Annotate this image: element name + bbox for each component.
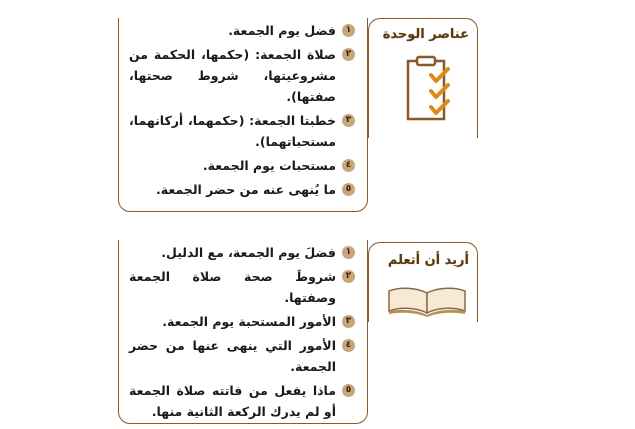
item-text: مستحبات يوم الجمعة. <box>202 158 336 173</box>
item-text: صلاة الجمعة: (حكمها، الحكمة من مشروعيتها، شروط صحتها، صفتها). <box>129 47 336 104</box>
item-number-badge: ٢ <box>342 48 355 61</box>
list-item <box>129 242 355 263</box>
open-book-icon <box>385 285 469 317</box>
list-item <box>129 20 355 41</box>
item-text: خطبتا الجمعة: (حكمهما، أركانهما، مستحباتهما). <box>129 113 336 149</box>
learning-goals-header <box>368 242 478 322</box>
item-number-badge: ٥ <box>342 384 355 397</box>
unit-elements-header <box>368 18 478 138</box>
item-number-badge: ٢ <box>342 270 355 283</box>
list-item <box>129 110 355 152</box>
list-item <box>129 311 355 332</box>
item-text: ماذا يفعل من فاتته صلاة الجمعة أو لم يدرك الركعة الثانية منها. <box>129 383 336 419</box>
learning-goals-title: أريد أن أتعلم <box>387 253 469 268</box>
item-number-badge: ٤ <box>342 159 355 172</box>
item-number-badge: ١ <box>342 246 355 259</box>
item-text: فضل يوم الجمعة. <box>228 23 336 38</box>
item-number-badge: ٣ <box>342 315 355 328</box>
clipboard-checklist-icon <box>405 55 457 123</box>
unit-elements-title: عناصر الوحدة <box>382 27 469 42</box>
unit-elements-list <box>129 20 355 203</box>
item-number-badge: ٣ <box>342 114 355 127</box>
item-number-badge: ٥ <box>342 183 355 196</box>
item-text: شروطَ صحة صلاة الجمعة وصفتها. <box>129 269 336 305</box>
unit-elements-box <box>118 18 368 212</box>
list-item <box>129 44 355 107</box>
item-number-badge: ١ <box>342 24 355 37</box>
item-text: الأمور المستحبة يوم الجمعة. <box>162 314 336 329</box>
list-item <box>129 335 355 377</box>
list-item <box>129 179 355 200</box>
item-text: فضلَ يوم الجمعة، مع الدليل. <box>161 245 336 260</box>
learning-goals-list <box>129 242 355 425</box>
item-text: ما يُنهى عنه من حضر الجمعة. <box>156 182 336 197</box>
list-item <box>129 155 355 176</box>
item-number-badge: ٤ <box>342 339 355 352</box>
learning-goals-box <box>118 240 368 424</box>
list-item <box>129 380 355 422</box>
list-item <box>129 266 355 308</box>
item-text: الأمور التي ينهى عنها من حضر الجمعة. <box>129 338 336 374</box>
